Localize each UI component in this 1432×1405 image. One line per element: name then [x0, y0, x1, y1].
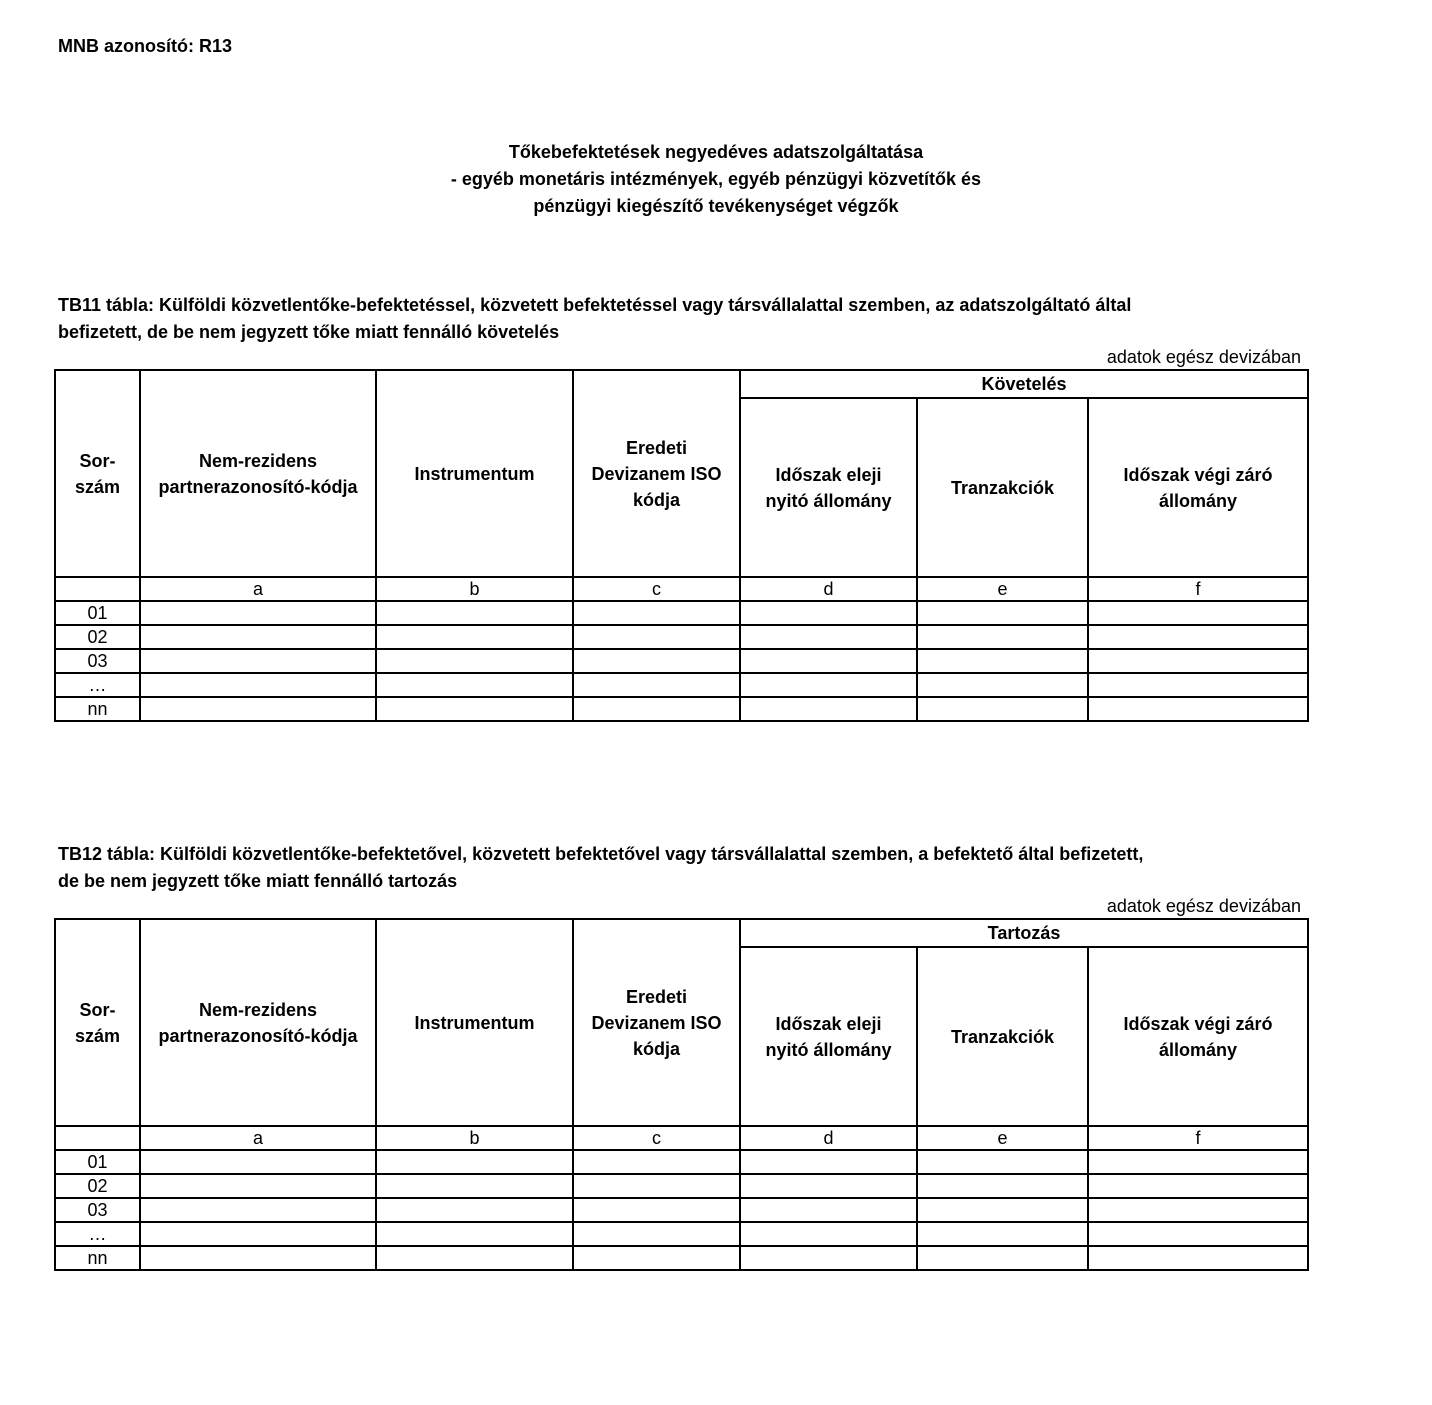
tb11-group-header: Követelés: [740, 370, 1308, 398]
closing-stock-cell[interactable]: [1088, 649, 1308, 673]
tb11-column-letter-row: [55, 577, 1308, 601]
row-number: 02: [55, 1174, 140, 1198]
table-row: [55, 1246, 1308, 1270]
instrument-cell[interactable]: [376, 1198, 573, 1222]
table-row: [55, 1222, 1308, 1246]
tb12-header-opening-stock: Időszak eleji nyitó állomány: [740, 947, 917, 1126]
closing-stock-cell[interactable]: [1088, 1198, 1308, 1222]
tb12-letter-e: e: [917, 1126, 1088, 1150]
table-row: [55, 1150, 1308, 1174]
opening-stock-cell[interactable]: [740, 1150, 917, 1174]
transactions-cell[interactable]: [917, 601, 1088, 625]
opening-stock-cell[interactable]: [740, 1246, 917, 1270]
tb12-header-transactions: Tranzakciók: [917, 947, 1088, 1126]
transactions-cell[interactable]: [917, 1246, 1088, 1270]
currency-cell[interactable]: [573, 625, 740, 649]
transactions-cell[interactable]: [917, 1198, 1088, 1222]
row-number: 03: [55, 649, 140, 673]
closing-stock-cell[interactable]: [1088, 1150, 1308, 1174]
currency-cell[interactable]: [573, 1246, 740, 1270]
row-number: 01: [55, 601, 140, 625]
row-number: …: [55, 673, 140, 697]
tb12-header-closing-stock: Időszak végi záró állomány: [1088, 947, 1308, 1126]
opening-stock-cell[interactable]: [740, 1174, 917, 1198]
opening-stock-cell[interactable]: [740, 673, 917, 697]
tb11-table-title: [58, 292, 1308, 346]
partner-code-cell[interactable]: [140, 1198, 376, 1222]
opening-stock-cell[interactable]: [740, 649, 917, 673]
tb11-header-instrument: Instrumentum: [376, 370, 573, 577]
closing-stock-cell[interactable]: [1088, 697, 1308, 721]
instrument-cell[interactable]: [376, 1174, 573, 1198]
transactions-cell[interactable]: [917, 649, 1088, 673]
opening-stock-cell[interactable]: [740, 1198, 917, 1222]
transactions-cell[interactable]: [917, 625, 1088, 649]
tb11-letter-f: f: [1088, 577, 1308, 601]
tb12-unit-note: adatok egész devizában: [1106, 896, 1301, 916]
tb11-letter-b: b: [376, 577, 573, 601]
closing-stock-cell[interactable]: [1088, 1174, 1308, 1198]
currency-cell[interactable]: [573, 1198, 740, 1222]
tb11-header-sorszam: Sor- szám: [55, 370, 140, 577]
closing-stock-cell[interactable]: [1088, 673, 1308, 697]
tb12-letter-f: f: [1088, 1126, 1308, 1150]
tb12-header-instrument: Instrumentum: [376, 919, 573, 1126]
closing-stock-cell[interactable]: [1088, 625, 1308, 649]
table-row: [55, 649, 1308, 673]
instrument-cell[interactable]: [376, 1246, 573, 1270]
instrument-cell[interactable]: [376, 697, 573, 721]
partner-code-cell[interactable]: [140, 1222, 376, 1246]
tb11-title-line-2: befizetett, de be nem jegyzett tőke miatt fennálló követelés: [58, 322, 560, 342]
instrument-cell[interactable]: [376, 1150, 573, 1174]
table-row: [55, 1174, 1308, 1198]
tb12-letter-d: d: [740, 1126, 917, 1150]
mnb-identifier: MNB azonosító: R13: [58, 36, 233, 56]
page-title-line-2: - egyéb monetáris intézmények, egyéb pénzügyi közvetítők és: [450, 169, 982, 189]
tb12-letter-a: a: [140, 1126, 376, 1150]
tb12-title-line-2: de be nem jegyzett tőke miatt fennálló tartozás: [58, 871, 458, 891]
tb11-header-closing-stock: Időszak végi záró állomány: [1088, 398, 1308, 577]
tb12-group-header: Tartozás: [740, 919, 1308, 947]
currency-cell[interactable]: [573, 649, 740, 673]
tb11-letter-blank: [55, 577, 140, 601]
row-number: 01: [55, 1150, 140, 1174]
partner-code-cell[interactable]: [140, 673, 376, 697]
currency-cell[interactable]: [573, 1174, 740, 1198]
row-number: nn: [55, 1246, 140, 1270]
row-number: 02: [55, 625, 140, 649]
tb11-header-opening-stock: Időszak eleji nyitó állomány: [740, 398, 917, 577]
tb11-header-currency: Eredeti Devizanem ISO kódja: [573, 370, 740, 577]
tb12-title-line-1: TB12 tábla: Külföldi közvetlentőke-befektetővel, közvetett befektetővel vagy társvállalattal szemben, a befektető által befizetett,: [58, 844, 1144, 864]
transactions-cell[interactable]: [917, 673, 1088, 697]
tb11-letter-d: d: [740, 577, 917, 601]
tb12-table: [54, 918, 1309, 1271]
page-title-line-1: Tőkebefektetések negyedéves adatszolgáltatása: [508, 142, 924, 162]
tb12-header-partner-code: Nem-rezidens partnerazonosító-kódja: [140, 919, 376, 1126]
tb12-header-sorszam: Sor- szám: [55, 919, 140, 1126]
closing-stock-cell[interactable]: [1088, 1222, 1308, 1246]
tb12-letter-blank: [55, 1126, 140, 1150]
transactions-cell[interactable]: [917, 1150, 1088, 1174]
currency-cell[interactable]: [573, 1150, 740, 1174]
tb11-letter-c: c: [573, 577, 740, 601]
partner-code-cell[interactable]: [140, 625, 376, 649]
tb11-unit-note: adatok egész devizában: [1106, 347, 1301, 367]
tb11-header-partner-code: Nem-rezidens partnerazonosító-kódja: [140, 370, 376, 577]
tb12-table-title: [58, 841, 1308, 895]
instrument-cell[interactable]: [376, 625, 573, 649]
closing-stock-cell[interactable]: [1088, 601, 1308, 625]
tb11-letter-a: a: [140, 577, 376, 601]
table-row: [55, 601, 1308, 625]
currency-cell[interactable]: [573, 601, 740, 625]
transactions-cell[interactable]: [917, 1222, 1088, 1246]
tb11-title-line-1: TB11 tábla: Külföldi közvetlentőke-befektetéssel, közvetett befektetéssel vagy társvállalattal szemben, az adatszolgáltató által: [58, 295, 1132, 315]
currency-cell[interactable]: [573, 673, 740, 697]
tb12-header-currency: Eredeti Devizanem ISO kódja: [573, 919, 740, 1126]
row-number: …: [55, 1222, 140, 1246]
table-row: [55, 673, 1308, 697]
transactions-cell[interactable]: [917, 1174, 1088, 1198]
opening-stock-cell[interactable]: [740, 625, 917, 649]
opening-stock-cell[interactable]: [740, 601, 917, 625]
row-number: nn: [55, 697, 140, 721]
currency-cell[interactable]: [573, 1222, 740, 1246]
tb11-letter-e: e: [917, 577, 1088, 601]
instrument-cell[interactable]: [376, 673, 573, 697]
tb12-letter-b: b: [376, 1126, 573, 1150]
partner-code-cell[interactable]: [140, 649, 376, 673]
table-row: [55, 1198, 1308, 1222]
row-number: 03: [55, 1198, 140, 1222]
partner-code-cell[interactable]: [140, 1246, 376, 1270]
opening-stock-cell[interactable]: [740, 1222, 917, 1246]
page-title-line-3: pénzügyi kiegészítő tevékenységet végzők: [533, 196, 899, 216]
partner-code-cell[interactable]: [140, 1174, 376, 1198]
instrument-cell[interactable]: [376, 1222, 573, 1246]
tb11-table: [54, 369, 1309, 722]
tb11-header-transactions: Tranzakciók: [917, 398, 1088, 577]
transactions-cell[interactable]: [917, 697, 1088, 721]
instrument-cell[interactable]: [376, 649, 573, 673]
tb12-column-letter-row: [55, 1126, 1308, 1150]
tb12-letter-c: c: [573, 1126, 740, 1150]
currency-cell[interactable]: [573, 697, 740, 721]
table-row: [55, 625, 1308, 649]
closing-stock-cell[interactable]: [1088, 1246, 1308, 1270]
instrument-cell[interactable]: [376, 601, 573, 625]
partner-code-cell[interactable]: [140, 697, 376, 721]
partner-code-cell[interactable]: [140, 601, 376, 625]
page-title: [0, 139, 1432, 220]
opening-stock-cell[interactable]: [740, 697, 917, 721]
partner-code-cell[interactable]: [140, 1150, 376, 1174]
table-row: [55, 697, 1308, 721]
